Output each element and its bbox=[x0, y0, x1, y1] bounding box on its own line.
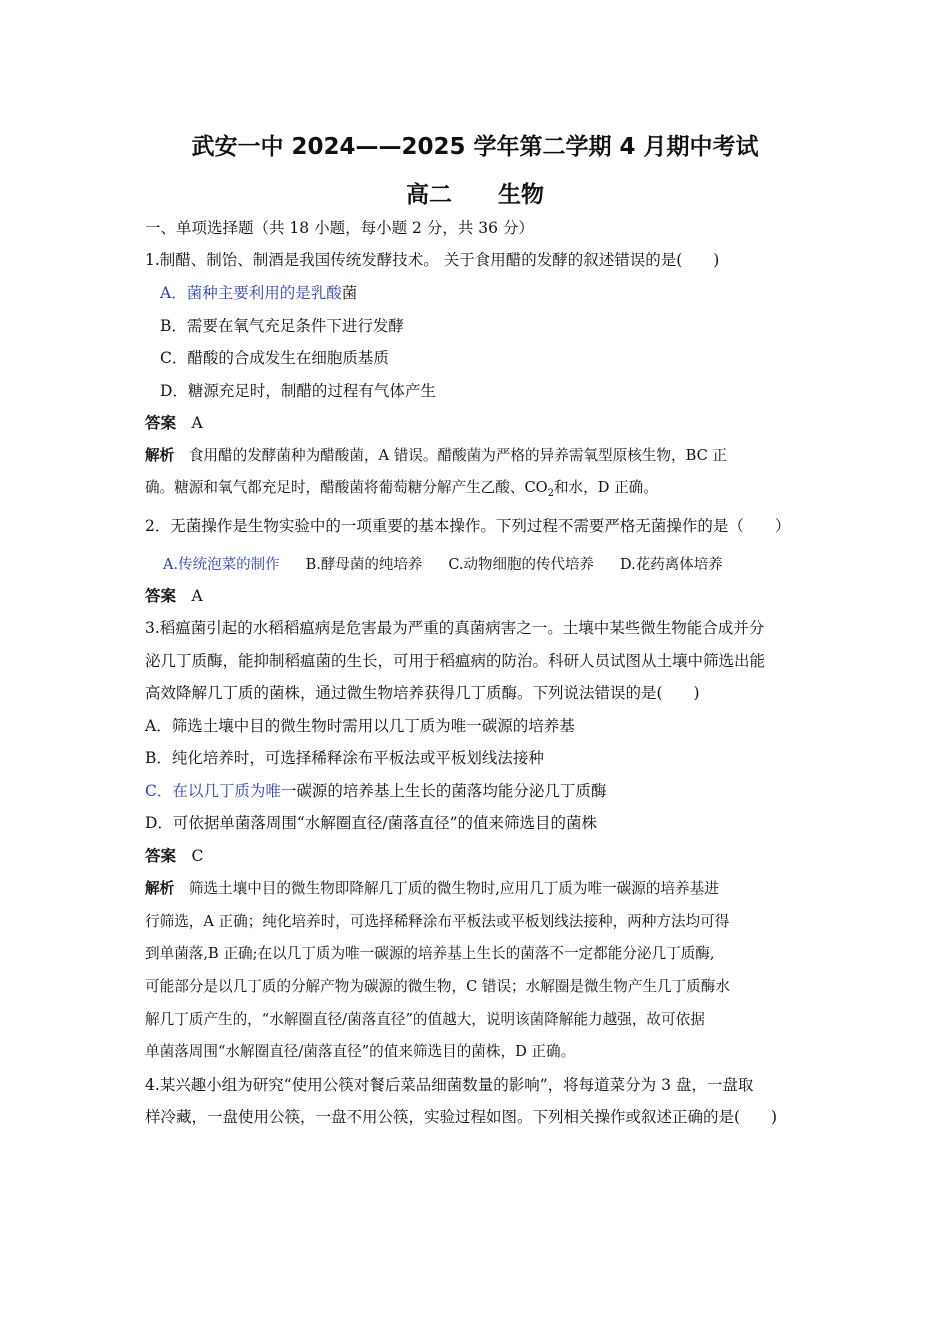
q1-explanation-line bbox=[145, 478, 805, 498]
q1-stem: 1.制醋、制饴、制酒是我国传统发酵技术。 关于食用醋的发酵的叙述错误的是( ) bbox=[145, 251, 720, 269]
explain-label: 解析 bbox=[145, 447, 175, 464]
exam-subtitle: 高二 生物 bbox=[406, 182, 544, 208]
answer-label: 答案 bbox=[145, 847, 177, 865]
q3-option-a: A．筛选土壤中目的微生物时需用以几丁质为唯一碳源的培养基 bbox=[145, 717, 575, 735]
q1-explanation-line bbox=[145, 446, 805, 466]
q1-answer bbox=[145, 413, 805, 433]
q1-answer-value: A bbox=[191, 414, 203, 432]
q3-explanation-text: 筛选土壤中目的微生物即降解几丁质的微生物时,应用几丁质为唯一碳源的培养基进 bbox=[188, 880, 719, 897]
q1-explanation-text: 和水，D 正确。 bbox=[553, 479, 658, 496]
q3-stem-line: 泌几丁质酶，能抑制稻瘟菌的生长，可用于稻瘟病的防治。科研人员试图从土壤中筛选出能 bbox=[145, 652, 766, 670]
q2-option-b: B.酵母菌的纯培养 bbox=[305, 557, 423, 573]
q3-answer-value: C bbox=[191, 847, 204, 865]
q3-explanation-line: 解几丁质产生的，“水解圈直径/菌落直径”的值越大，说明该菌降解能力越强，故可依据 bbox=[145, 1011, 705, 1028]
q3-option-c-rest: 一碳源的培养基上生长的菌落均能分泌几丁质酶 bbox=[280, 782, 607, 800]
q3-stem-line: 3.稻瘟菌引起的水稻稻瘟病是危害最为严重的真菌病害之一。土壤中某些微生物能合成并分 bbox=[145, 619, 765, 637]
q4-stem-line: 4.某兴趣小组为研究“使用公筷对餐后菜品细菌数量的影响”，将每道菜分为 3 盘，一盘取 bbox=[145, 1076, 754, 1094]
q3-option-c bbox=[145, 781, 805, 801]
q2-option-a: A.传统泡菜的制作 bbox=[163, 557, 280, 573]
q1-option-a bbox=[160, 283, 805, 303]
q1-option-b: B．需要在氧气充足条件下进行发酵 bbox=[160, 317, 404, 335]
answer-label: 答案 bbox=[145, 587, 177, 605]
q1-explanation-text: 食用醋的发酵菌种为醋酸菌，A 错误。醋酸菌为严格的异养需氧型原核生物，BC 正 bbox=[188, 447, 727, 464]
q2-options bbox=[163, 555, 805, 575]
q1-option-a-rest: 菌 bbox=[341, 284, 358, 302]
q2-option-d: D.花药离体培养 bbox=[620, 557, 723, 573]
q3-answer bbox=[145, 846, 805, 866]
q4-stem-line: 样冷藏，一盘使用公筷，一盘不用公筷，实验过程如图。下列相关操作或叙述正确的是( ) bbox=[145, 1108, 778, 1126]
co2-subscript: 2 bbox=[547, 487, 554, 499]
q3-explanation-line: 可能部分是以几丁质的分解产物为碳源的微生物，C 错误；水解圈是微生物产生几丁质酶水 bbox=[145, 978, 730, 995]
q3-option-b: B．纯化培养时，可选择稀释涂布平板法或平板划线法接种 bbox=[145, 749, 544, 767]
q2-option-c: C.动物细胞的传代培养 bbox=[448, 557, 595, 573]
explain-label: 解析 bbox=[145, 880, 175, 897]
q2-stem: 2．无菌操作是生物实验中的一项重要的基本操作。下列过程不需要严格无菌操作的是（ ） bbox=[145, 517, 791, 535]
q3-explanation-line: 到单菌落,B 正确;在以几丁质为唯一碳源的培养基上生长的菌落不一定都能分泌几丁质酶, bbox=[145, 945, 715, 962]
q2-answer bbox=[145, 586, 805, 606]
exam-title: 武安一中 2024——2025 学年第二学期 4 月期中考试 bbox=[191, 134, 759, 160]
q1-option-a-highlight: A．菌种主要利用的是乳酸 bbox=[160, 284, 342, 302]
q3-stem-line: 高效降解几丁质的菌株，通过微生物培养获得几丁质酶。下列说法错误的是( ) bbox=[145, 684, 700, 702]
q3-explanation-line: 行筛选，A 正确；纯化培养时，可选择稀释涂布平板法或平板划线法接种，两种方法均可得 bbox=[145, 913, 730, 930]
q3-option-d: D．可依据单菌落周围“水解圈直径/菌落直径”的值来筛选目的菌株 bbox=[145, 814, 597, 832]
q2-answer-value: A bbox=[191, 587, 203, 605]
q3-option-c-highlight: C．在以几丁质为唯 bbox=[145, 782, 281, 800]
q3-explanation-line: 单菌落周围“水解圈直径/菌落直径”的值来筛选目的菌株，D 正确。 bbox=[145, 1043, 576, 1060]
q3-explanation-line bbox=[145, 879, 805, 899]
q1-option-d: D．糖源充足时，制醋的过程有气体产生 bbox=[160, 382, 436, 400]
section-heading: 一、单项选择题（共 18 小题，每小题 2 分，共 36 分） bbox=[145, 219, 534, 237]
q1-explanation-text: 确。糖源和氧气都充足时，醋酸菌将葡萄糖分解产生乙酸、CO bbox=[145, 479, 548, 496]
answer-label: 答案 bbox=[145, 414, 177, 432]
q1-option-c: C．醋酸的合成发生在细胞质基质 bbox=[160, 349, 389, 367]
